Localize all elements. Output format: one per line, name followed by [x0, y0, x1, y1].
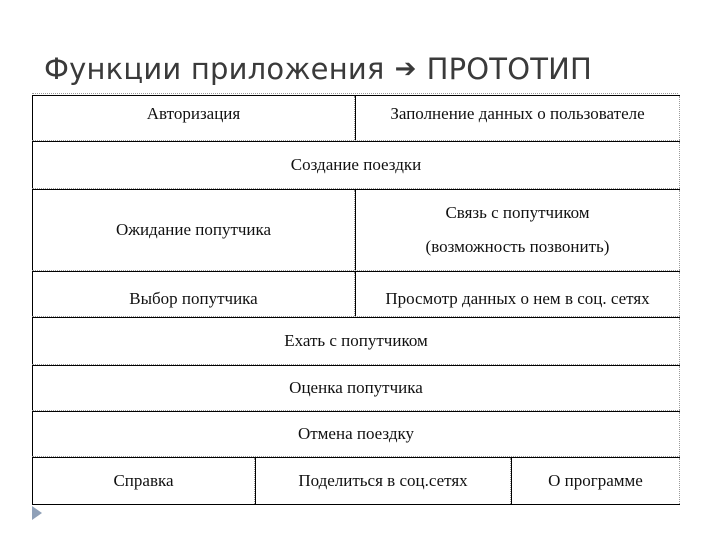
title-divider [32, 93, 678, 94]
cell-choose-companion: Выбор попутчика [32, 272, 355, 316]
cell-help: Справка [32, 458, 255, 504]
cell-cancel-trip: Отмена поездку [32, 412, 680, 456]
cell-wait-companion: Ожидание попутчика [32, 190, 355, 270]
cell-create-trip: Создание поездки [32, 142, 680, 188]
cell-share-social: Поделиться в соц.сетях [255, 458, 511, 504]
functions-table [32, 95, 680, 505]
arrow-right-icon: ➔ [394, 54, 417, 84]
table-row [32, 365, 680, 411]
slide-nav-arrow-icon[interactable] [32, 506, 42, 520]
table-row [32, 271, 680, 317]
title-prototype: ПРОТОТИП [426, 52, 593, 86]
cell-about: О программе [511, 458, 680, 504]
slide-title [44, 52, 592, 86]
cell-rate-companion: Оценка попутчика [32, 366, 680, 410]
contact-line-2: (возможность позвонить) [425, 237, 610, 257]
table-row [32, 457, 680, 505]
cell-view-social-data: Просмотр данных о нем в соц. сетях [355, 272, 680, 316]
table-row [32, 141, 680, 189]
title-text: Функции приложения [44, 52, 385, 86]
table-row [32, 189, 680, 271]
table-row [32, 317, 680, 365]
cell-contact-companion [355, 190, 680, 270]
cell-authorization: Авторизация [32, 96, 355, 140]
cell-ride-companion: Ехать с попутчиком [32, 318, 680, 364]
contact-line-1: Связь с попутчиком [445, 203, 590, 223]
table-row [32, 95, 680, 141]
cell-fill-user-data: Заполнение данных о пользователе [355, 96, 680, 140]
table-row [32, 411, 680, 457]
